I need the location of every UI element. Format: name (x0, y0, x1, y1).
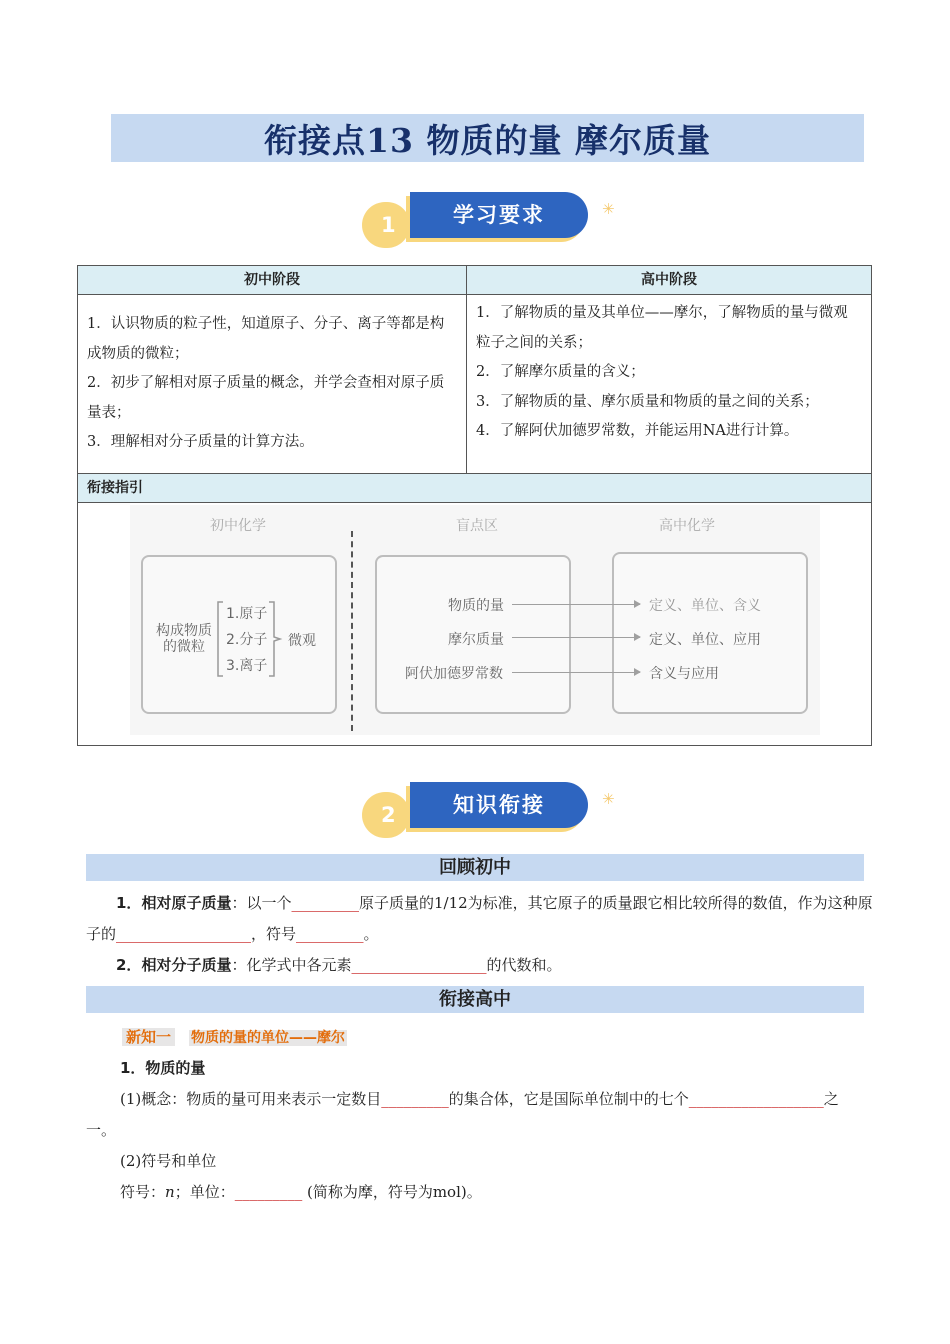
diagram-col-title-blindspot: 盲点区 (456, 518, 498, 534)
term-atomic-mass: 相对原子质量 (141, 894, 232, 912)
arrow-icon (512, 637, 640, 638)
requirements-table (77, 265, 872, 746)
list-item: 4．了解阿伏加德罗常数，并能运用NA进行计算。 (476, 423, 799, 439)
item-molecule: 2.分子 (226, 632, 268, 648)
answer-blank[interactable]: __________________ (688, 1090, 824, 1108)
table-body-row (78, 295, 871, 474)
guide-header-row (78, 474, 871, 503)
guide-header: 衔接指引 (78, 474, 871, 502)
new-knowledge-label (122, 1025, 347, 1049)
bridge-heading: 衔接高中 (86, 986, 864, 1013)
list-item: 3．理解相对分子质量的计算方法。 (87, 434, 314, 451)
item-atom: 1.原子 (226, 606, 268, 622)
table-header-row (78, 266, 871, 295)
right-item-3: 含义与应用 (649, 666, 719, 682)
list-item: 1．认识物质的粒子性，知道原子、分子、离子等都是构成物质的微粒； (87, 316, 445, 362)
answer-blank[interactable]: _________ (234, 1183, 303, 1201)
section-number: 2 (362, 792, 410, 838)
particles-label: 构成物质 的微粒 (156, 623, 212, 655)
junior-requirements (78, 295, 467, 473)
page-title: 衔接点13 物质的量 摩尔质量 (264, 120, 711, 160)
answer-blank[interactable]: _________ (291, 894, 359, 912)
mid-item-amount: 物质的量 (448, 598, 504, 614)
col-header-junior: 初中阶段 (78, 266, 467, 294)
paragraph-symbol: 符号：n；单位：_________ (简称为摩，符号为mol)。 (120, 1183, 482, 1201)
star-icon: ✳ (602, 200, 615, 218)
guide-diagram-row (78, 503, 871, 745)
right-brace-icon (268, 601, 286, 677)
diagram-col-title-junior: 初中化学 (210, 518, 266, 534)
answer-blank[interactable]: __________________ (116, 925, 252, 943)
diagram-cell (78, 503, 871, 745)
section-badge-1 (362, 190, 624, 252)
review-heading: 回顾初中 (86, 854, 864, 881)
list-item: 2．了解摩尔质量的含义； (476, 364, 645, 380)
arrow-icon (512, 604, 640, 605)
paragraph-molecular-mass: 2．相对分子质量：化学式中各元素__________________的代数和。 (116, 956, 562, 974)
diagram-divider (351, 531, 353, 731)
term-molecular-mass: 相对分子质量 (141, 956, 232, 974)
list-item: 2．初步了解相对原子质量的概念，并学会查相对原子质量表； (87, 375, 445, 421)
paragraph-symbol-title: (2)符号和单位 (120, 1152, 217, 1170)
section-label: 学习要求 (410, 192, 588, 238)
mid-item-molar-mass: 摩尔质量 (448, 632, 504, 648)
paragraph-atomic-mass: 1．相对原子质量：以一个_________原子质量的1/12为标准，其它原子的质量跟它相比较所得的数值，作为这种原子的__________________，符号_________。 (86, 894, 873, 943)
list-item: 1．了解物质的量及其单位——摩尔，了解物质的量与微观粒子之间的关系； (476, 305, 848, 351)
left-brace-icon (214, 601, 224, 677)
list-item: 3．了解物质的量、摩尔质量和物质的量之间的关系； (476, 393, 819, 410)
arrow-icon (512, 672, 640, 673)
subheading-amount: 1．物质的量 (120, 1059, 206, 1077)
new-knowledge-tag: 新知一 (122, 1028, 175, 1046)
paragraph-concept: (1)概念：物质的量可用来表示一定数目_________的集合体，它是国际单位制中的七个__________________之一。 (86, 1090, 839, 1139)
senior-requirements (467, 295, 871, 473)
diagram-col-title-senior: 高中化学 (659, 518, 715, 534)
right-item-2: 定义、单位、应用 (649, 632, 761, 648)
section-label: 知识衔接 (410, 782, 588, 828)
symbol-n: n (165, 1183, 175, 1201)
star-icon: ✳ (602, 790, 615, 808)
item-ion: 3.离子 (226, 658, 268, 674)
title-bar (111, 114, 864, 162)
bridge-diagram (130, 505, 820, 735)
section-number: 1 (362, 202, 410, 248)
right-item-1: 定义、单位、含义 (649, 598, 761, 614)
answer-blank[interactable]: __________________ (351, 956, 487, 974)
microscopic-label: 微观 (288, 633, 316, 649)
new-knowledge-topic: 物质的量的单位——摩尔 (191, 1030, 346, 1046)
answer-blank[interactable]: _________ (296, 925, 364, 943)
answer-blank[interactable]: _________ (381, 1090, 449, 1108)
mid-item-avogadro: 阿伏加德罗常数 (405, 666, 503, 682)
col-header-senior: 高中阶段 (467, 266, 871, 294)
section-badge-2 (362, 780, 624, 842)
